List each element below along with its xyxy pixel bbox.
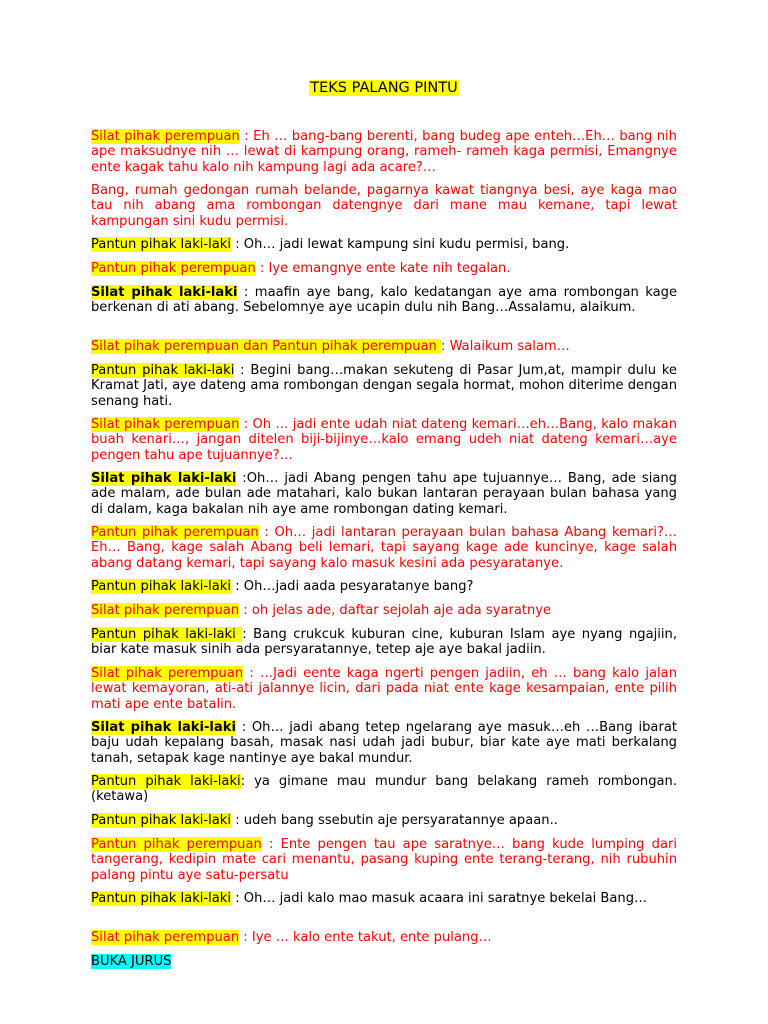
paragraph-text: : Bang crukcuk kuburan cine, kuburan Islam aye nyang ngajiin, biar kate masuk sinih ada persyaratannye, tetep aje aye bakal jadiin.	[91, 627, 677, 658]
paragraph-12	[91, 603, 677, 618]
speaker-label: Pantun pihak laki-laki	[91, 579, 232, 594]
paragraph-text: : Iye … kalo ente takut, ente pulang…	[239, 930, 492, 945]
paragraph-2	[91, 183, 677, 229]
speaker-label: Silat pihak perempuan	[91, 666, 244, 681]
paragraph-17	[91, 813, 677, 828]
paragraph-text: : Oh… jadi lantaran perayaan bulan bahasa Abang kemari?…Eh… Bang, kage salah Abang beli lemari, tapi sayang kage ade kuncinye, kage salah abang datang kemari, tapi sayang kalo masuk kesini ada pesyaratanye.	[91, 525, 677, 571]
paragraph-3	[91, 237, 677, 252]
paragraph-text: : udeh bang ssebutin aje persyaratannye apaan..	[231, 813, 558, 828]
paragraph-20	[91, 930, 677, 945]
paragraph-18	[91, 837, 677, 883]
paragraph-11	[91, 579, 677, 594]
speaker-label: Pantun pihak perempuan	[91, 525, 259, 540]
paragraph-10	[91, 525, 677, 571]
paragraph-text: : Oh…jadi aada pesyaratanye bang?	[231, 579, 474, 594]
speaker-label: Silat pihak laki-laki	[91, 285, 238, 300]
speaker-label: Pantun pihak laki-laki	[91, 363, 235, 378]
speaker-label: Silat pihak perempuan	[91, 129, 240, 144]
paragraph-text: : Oh… jadi lewat kampung sini kudu permisi, bang.	[231, 237, 570, 252]
paragraph-text: : maafin aye bang, kalo kedatangan aye ama rombongan kage berkenan di ati abang. Sebelomnye aye ucapin dulu nih Bang…Assalamu, alaikum.	[91, 285, 677, 316]
paragraph-text: : Eh … bang-bang berenti, bang budeg ape enteh…Eh… bang nih ape maksudnye nih … lewat di kampung orang, rameh- rameh kaga permisi, Emangnye ente kagak tahu kalo nih kampung lagi ada acare?…	[91, 129, 677, 175]
paragraph-21	[91, 954, 677, 969]
paragraph-5	[91, 285, 677, 316]
paragraph-text: : Iye emangnye ente kate nih tegalan.	[255, 261, 511, 276]
paragraph-text: : Walaikum salam…	[441, 339, 570, 354]
paragraph-19	[91, 891, 677, 906]
speaker-label: Pantun pihak perempuan	[91, 261, 256, 276]
paragraph-text: : Oh… jadi abang tetep ngelarang aye masuk…eh …Bang ibarat baju udah kepalang basah, masak nasi udah jadi bubur, biar kate aye mati berkalang tanah, setapak kage nantinye aye bakal mundur.	[91, 720, 677, 766]
paragraph-8	[91, 417, 677, 463]
paragraph-4	[91, 261, 677, 276]
speaker-label: Silat pihak perempuan	[91, 930, 240, 945]
speaker-label: Silat pihak laki-laki	[91, 471, 237, 486]
paragraph-16	[91, 774, 677, 805]
paragraph-14	[91, 666, 677, 712]
paragraph-1	[91, 129, 677, 175]
paragraph-text: : oh jelas ade, daftar sejolah aje ada syaratnye	[239, 603, 552, 618]
speaker-label: Silat pihak perempuan	[91, 417, 240, 432]
paragraph-text: : ya gimane mau mundur bang belakang rameh rombongan. (ketawa)	[91, 774, 678, 805]
paragraph-text: Bang, rumah gedongan rumah belande, pagarnya kawat tiangnya besi, aye kaga mao tau nih abang ama rombongan datengnye dari mane mau kemane, tapi lewat kampungan sini kudu permisi.	[91, 183, 677, 229]
paragraph-text: : Begini bang…makan sekuteng di Pasar Jum,at, mampir dulu ke Kramat Jati, aye dateng ama rombongan dengan segala hormat, mohon diterime dengan senang hati.	[91, 363, 677, 409]
paragraph-text: : Ente pengen tau ape saratnye… bang kude lumping dari tangerang, kedipin mate cari menantu, pasang kuping ente terang-terang, nih rubuhin palang pintu aye satu-persatu	[91, 837, 677, 883]
speaker-label: Silat pihak perempuan dan Pantun pihak perempuan	[91, 339, 441, 354]
speaker-label: Pantun pihak perempuan	[91, 837, 262, 852]
speaker-label: Pantun pihak laki-laki	[91, 237, 232, 252]
document-title	[0, 80, 768, 97]
paragraph-13	[91, 627, 677, 658]
paragraph-9	[91, 471, 677, 517]
paragraph-text: :Oh… jadi Abang pengen tahu ape tujuannye… Bang, ade siang ade malam, ade bulan ade matahari, kalo bukan lantaran perayaan bulan bahasa yang di dalam, kaga bakalan nih aye ame rombongan dating kemari.	[91, 471, 677, 517]
title-text: TEKS PALANG PINTU	[310, 80, 458, 96]
paragraph-7	[91, 363, 677, 409]
paragraph-text: : …Jadi eente kaga ngerti pengen jadiin, eh … bang kalo jalan lewat kemayoran, ati-ati jalannye licin, dari pada niat ente kage kesampaian, ente pilih mati ape ente batalin.	[91, 666, 677, 712]
speaker-label: Pantun pihak laki-laki	[91, 774, 241, 789]
buka-jurus-label: BUKA JURUS	[91, 954, 172, 969]
paragraph-text: : Oh… jadi kalo mao masuk acaara ini saratnye bekelai Bang…	[231, 891, 648, 906]
speaker-label: Pantun pihak laki-laki	[91, 891, 232, 906]
paragraph-text: : Oh … jadi ente udah niat dateng kemari…eh…Bang, kalo makan buah kenari…, jangan ditelen biji-bijinye…kalo emang udeh niat dateng kemari…aye pengen tahu ape tujuannye?…	[91, 417, 677, 463]
speaker-label: Silat pihak laki-laki	[91, 720, 236, 735]
speaker-label: Pantun pihak laki-laki	[91, 813, 232, 828]
speaker-label: Silat pihak perempuan	[91, 603, 240, 618]
paragraph-6	[91, 339, 677, 354]
speaker-label: Pantun pihak laki-laki	[91, 627, 243, 642]
paragraph-15	[91, 720, 677, 766]
